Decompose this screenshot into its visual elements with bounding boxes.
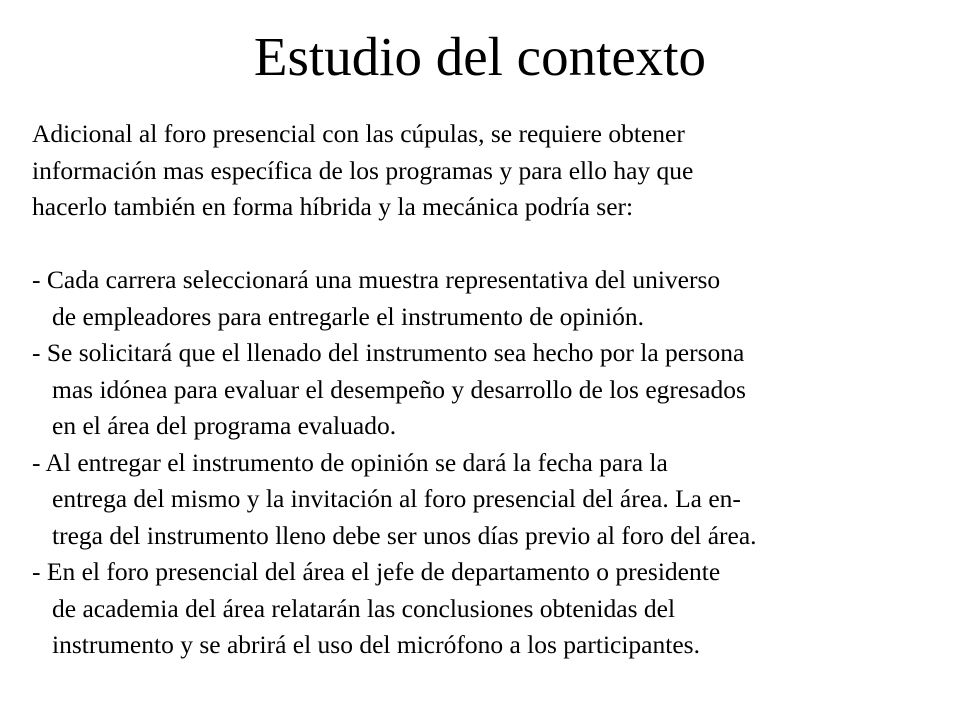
bullet-continuation: de academia del área relatarán las conclusiones obtenidas del	[52, 593, 676, 623]
intro-line: hacerlo también en forma híbrida y la mecánica podría ser:	[32, 192, 634, 221]
slide-title: Estudio del contexto	[253, 26, 707, 87]
bullet-continuation: instrumento y se abrirá el uso del micrófono a los participantes.	[52, 630, 700, 659]
bullet-line: - En el foro presencial del área el jefe de departamento o presidente	[32, 557, 721, 586]
bullet-continuation: de empleadores para entregarle el instrumento de opinión.	[52, 301, 644, 331]
bullet-line: - Cada carrera seleccionará una muestra representativa del universo	[32, 265, 721, 294]
bullet-continuation: trega del instrumento lleno debe ser unos días previo al foro del área.	[52, 520, 757, 550]
paragraph-spacer	[32, 226, 952, 263]
bullet-continuation: mas idónea para evaluar el desempeño y desarrollo de los egresados	[52, 374, 746, 404]
bullet-line: - Al entregar el instrumento de opinión se dará la fecha para la	[32, 447, 668, 477]
intro-line: Adicional al foro presencial con las cúpulas, se requiere obtener	[32, 119, 685, 148]
bullet-continuation: entrega del mismo y la invitación al foro presencial del área. La en-	[52, 484, 741, 513]
bullet-line: - Se solicitará que el llenado del instrumento sea hecho por la persona	[32, 338, 745, 367]
slide-body	[32, 116, 952, 664]
intro-line: información mas específica de los programas y para ello hay que	[32, 155, 694, 185]
bullet-continuation: en el área del programa evaluado.	[52, 411, 397, 440]
